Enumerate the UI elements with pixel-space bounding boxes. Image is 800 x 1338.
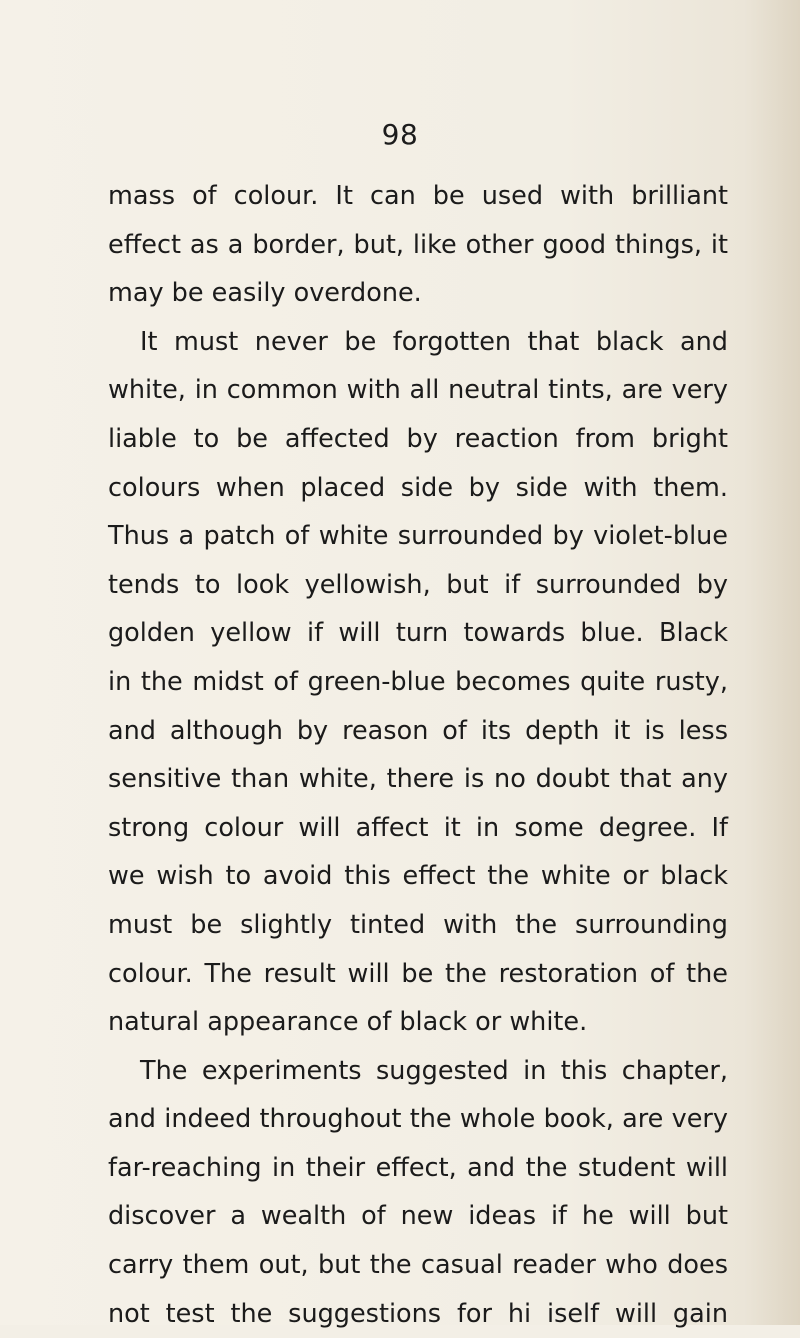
text-line: sensitive than white, there is no doubt that any	[108, 764, 728, 795]
text-line: may be easily overdone.	[108, 278, 422, 309]
text-line: and although by reason of its depth it is less	[108, 715, 728, 746]
text-line: and indeed throughout the whole book, are very	[108, 1104, 728, 1135]
body-text	[108, 172, 728, 1338]
text-line: mass of colour. It can be used with brilliant	[108, 181, 728, 211]
text-line: must be slightly tinted with the surrounding	[108, 909, 728, 940]
text-line: not test the suggestions for hi iself will gain	[108, 1298, 728, 1329]
text-line: white, in common with all neutral tints, are very	[108, 375, 728, 406]
text-line: in the midst of green-blue becomes quite rusty,	[108, 666, 728, 697]
text-line: tends to look yellowish, but if surrounded by	[108, 569, 728, 600]
text-line: colours when placed side by side with them.	[108, 472, 728, 503]
text-line: strong colour will affect it in some degree. If	[108, 812, 728, 843]
text-line: liable to be affected by reaction from bright	[108, 423, 728, 454]
text-line: carry them out, but the casual reader who does	[108, 1250, 728, 1281]
text-line: golden yellow if will turn towards blue. Black	[108, 618, 728, 649]
text-line: discover a wealth of new ideas if he will but	[108, 1201, 728, 1232]
text-line: we wish to avoid this effect the white or black	[108, 861, 728, 892]
text-line: It must never be forgotten that black and	[140, 326, 728, 357]
text-line: colour. The result will be the restoration of the	[108, 958, 728, 989]
text-line: effect as a border, but, like other good things, it	[108, 229, 728, 260]
page-number: 98	[381, 118, 419, 151]
text-line: The experiments suggested in this chapter,	[140, 1055, 728, 1086]
text-line: far-reaching in their effect, and the student will	[108, 1152, 728, 1183]
text-line: Thus a patch of white surrounded by violet-blue	[108, 521, 728, 552]
text-line: natural appearance of black or white.	[108, 1007, 588, 1038]
